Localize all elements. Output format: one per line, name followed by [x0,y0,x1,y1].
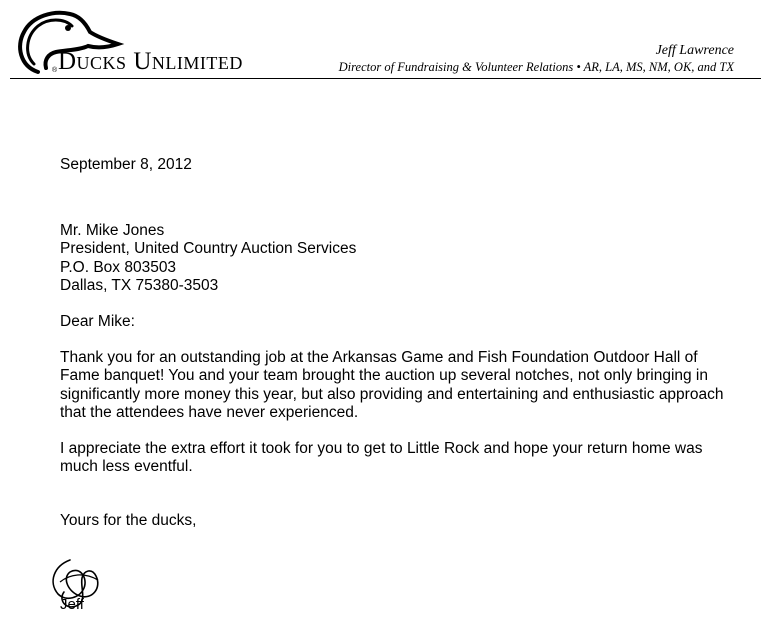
recipient-po-box: P.O. Box 803503 [60,258,177,276]
organization-name: Ducks Unlimited [58,48,243,75]
recipient-address [60,222,740,295]
sender-title: Director of Fundraising & Volunteer Relations • AR, LA, MS, NM, OK, and TX [338,60,734,74]
letterhead [0,0,771,80]
recipient-city-state-zip: Dallas, TX 75380-3503 [60,276,219,294]
letter-date: September 8, 2012 [60,156,192,173]
closing: Yours for the ducks, [60,512,197,530]
letter-body [60,156,740,531]
signature-name: Jeff [60,596,84,613]
letterhead-divider [10,78,761,79]
sender-name: Jeff Lawrence [655,43,734,58]
recipient-name: Mr. Mike Jones [60,222,165,240]
recipient-title: President, United Country Auction Services [60,240,357,258]
body-paragraph: Thank you for an outstanding job at the Arkansas Game and Fish Foundation Outdoor Hall of Fame banquet! You and your team brought the auction up several notches, not only bringing in significantly more money this year, but also providing and entertaining and enthusiastic approach that the attendees have never experienced. [60,349,724,421]
registered-mark: ® [52,67,58,74]
salutation: Dear Mike: [60,313,135,331]
body-paragraph: I appreciate the extra effort it took for you to get to Little Rock and hope your return home was much less eventful. [60,440,703,476]
